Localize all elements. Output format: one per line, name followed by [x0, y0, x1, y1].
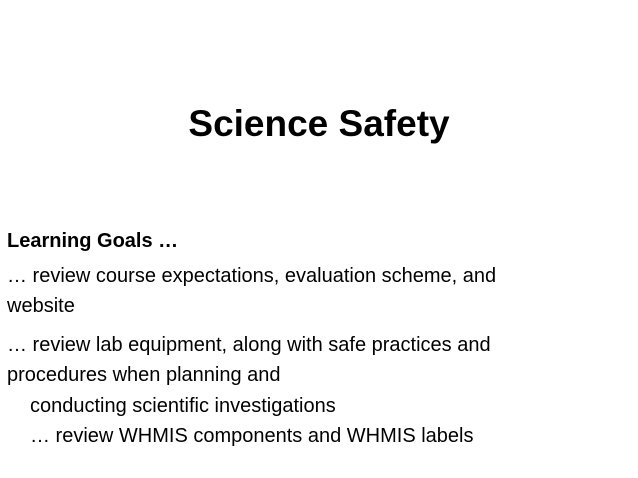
goal-2-line-2: procedures when planning and [7, 364, 281, 386]
learning-goals-section [7, 226, 632, 452]
goal-1-line-1: … review course expectations, evaluation scheme, and [7, 264, 497, 287]
learning-goals-heading: Learning Goals … [7, 230, 179, 252]
goal-2-line-1: … review lab equipment, along with safe practices and [7, 333, 491, 356]
goal-3-line-1: … review WHMIS components and WHMIS labels [30, 425, 474, 447]
slide-title: Science Safety [188, 103, 450, 144]
goal-2-continuation: conducting scientific investigations [30, 394, 336, 417]
goal-1-line-2: website [7, 295, 75, 317]
